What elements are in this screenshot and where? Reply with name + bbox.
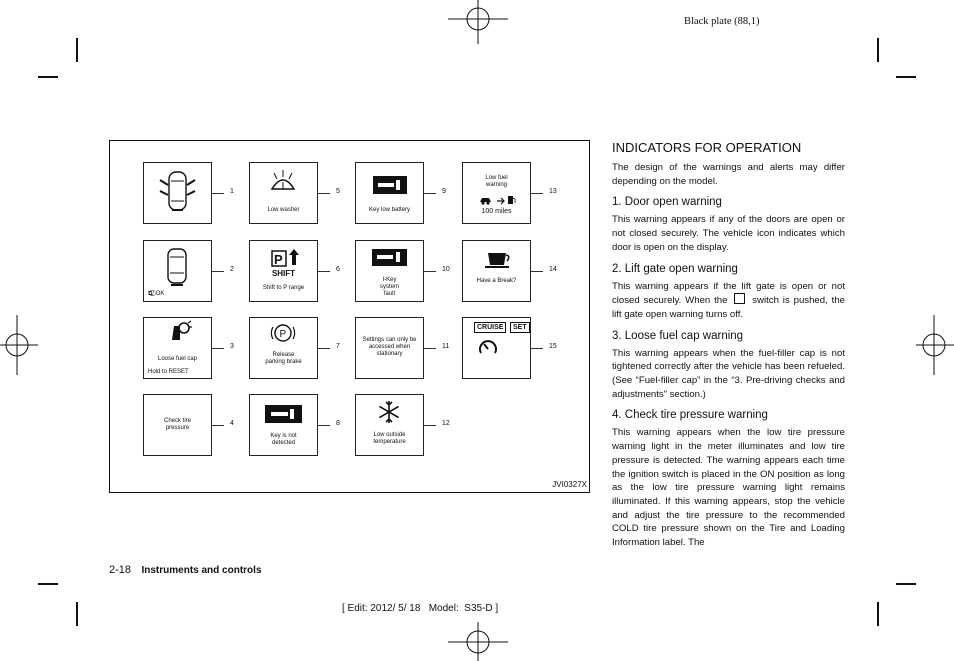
car-liftgate-icon: [144, 241, 211, 291]
panel-door-open: [143, 162, 212, 224]
panel-caption: Shift to P range: [262, 285, 305, 291]
panel-low-fuel: [462, 162, 531, 224]
text-column: [612, 140, 845, 550]
panel-caption: Settings can only be accessed when stationary: [362, 337, 417, 357]
coffee-cup-icon: [463, 241, 530, 273]
panel-shift-p: [249, 240, 318, 302]
panel-caption: Release parking brake: [265, 352, 302, 365]
panel-key-not-detected: [249, 394, 318, 456]
intro-paragraph: The design of the warnings and alerts may differ depending on the model.: [612, 162, 845, 187]
paragraph-part: This warning appears if the lift gate is open or not closed securely. When the: [612, 280, 845, 307]
leader-line: [212, 193, 224, 194]
panel-number: 10: [442, 266, 450, 273]
panel-caption: Check tire pressure: [163, 418, 191, 431]
subsection-title: 3. Loose fuel cap warning: [612, 329, 744, 342]
crop-mark: [76, 602, 78, 626]
panel-low-temp: [355, 394, 424, 456]
registration-mark-top: [448, 0, 508, 44]
panel-number: 7: [336, 343, 340, 350]
crop-mark: [76, 38, 78, 62]
panel-number: 6: [336, 266, 340, 273]
snowflake-icon: [356, 395, 423, 429]
parking-brake-icon: [250, 318, 317, 348]
registration-mark-left: [0, 315, 38, 375]
cruise-label: CRUISE: [474, 322, 506, 333]
panel-number: 11: [442, 343, 450, 350]
leader-line: [318, 348, 330, 349]
paragraph-part: switch is pushed, the lift gate open warning turns off.: [612, 295, 845, 320]
panel-caption: Key low battery: [368, 207, 411, 213]
speedometer-icon: [477, 337, 499, 359]
panel-caption: Key is not detected: [270, 433, 297, 446]
plate-label: Black plate (88,1): [684, 16, 760, 27]
leader-line: [212, 348, 224, 349]
panel-have-a-break: [462, 240, 531, 302]
panel-small-text: 100 miles: [481, 208, 512, 215]
panel-key-low-battery: [355, 162, 424, 224]
leader-line: [531, 193, 543, 194]
panel-parking-brake: [249, 317, 318, 379]
panel-small-text: ⧉/⃝ OK: [148, 291, 165, 297]
park-shift-icon: [250, 241, 317, 271]
panel-number: 9: [442, 188, 446, 195]
panel-number: 2: [230, 266, 234, 273]
set-label: SET: [510, 322, 530, 333]
panel-number: 1: [230, 188, 234, 195]
leader-line: [424, 271, 436, 272]
leader-line: [318, 425, 330, 426]
subsection-title: 4. Check tire pressure warning: [612, 409, 768, 422]
key-fob-icon: [356, 241, 423, 271]
crop-mark: [38, 583, 58, 585]
page-footer: [109, 560, 262, 578]
figure-id: JVI0327X: [552, 480, 587, 489]
edit-info: [ Edit: 2012/ 5/ 18 Model: S35-D ]: [342, 603, 499, 614]
paragraph: [612, 280, 845, 322]
panel-check-tire: [143, 394, 212, 456]
panel-settings-stationary: [355, 317, 424, 379]
crop-mark: [877, 38, 879, 62]
panel-number: 3: [230, 343, 234, 350]
panel-number: 14: [549, 266, 557, 273]
panel-fuel-cap: [143, 317, 212, 379]
leader-line: [424, 348, 436, 349]
leader-line: [318, 271, 330, 272]
key-fob-icon: [356, 163, 423, 199]
leader-line: [531, 271, 543, 272]
crop-mark: [877, 602, 879, 626]
svg-text:P: P: [274, 252, 283, 267]
panel-low-washer: [249, 162, 318, 224]
crop-mark: [896, 583, 916, 585]
key-fob-icon: [250, 395, 317, 431]
panel-small-text: Hold to RESET: [148, 369, 189, 375]
warning-figure: [109, 140, 590, 493]
paragraph: This warning appears when the low tire pressure warning light in the meter illuminates and low tire pressure is detected. The warning appears each time the ignition switch is placed in the ON position as long as the low tire pressure warning light remains illuminated. If this warning appears, stop the vehicle and adjust the tire pressure to the recommended COLD tire pressure shown on the Tire and Loading Information label. The: [612, 427, 845, 549]
panel-caption: Low outside temperature: [373, 432, 406, 445]
leader-line: [424, 425, 436, 426]
leader-line: [212, 425, 224, 426]
car-to-fuel-icon: [463, 193, 530, 207]
panel-caption: Low washer: [267, 207, 300, 213]
section-heading: INDICATORS FOR OPERATION: [612, 140, 802, 155]
crop-mark: [38, 76, 58, 78]
section-name: Instruments and controls: [141, 565, 262, 576]
leader-line: [424, 193, 436, 194]
svg-text:P: P: [279, 329, 287, 340]
panel-caption: Have a Break?: [476, 278, 517, 284]
crop-mark: [896, 76, 916, 78]
panel-number: 13: [549, 188, 557, 195]
panel-number: 15: [549, 343, 557, 350]
panel-number: 5: [336, 188, 340, 195]
panel-number: 12: [442, 420, 450, 427]
switch-icon: [734, 293, 745, 304]
leader-line: [212, 271, 224, 272]
panel-lift-gate: [143, 240, 212, 302]
panel-ikey-fault: [355, 240, 424, 302]
panel-number: 8: [336, 420, 340, 427]
panel-caption: Loose fuel cap: [157, 356, 198, 362]
page-number: 2-18: [109, 564, 132, 576]
subsection-title: 1. Door open warning: [612, 196, 722, 209]
washer-icon: [250, 163, 317, 197]
registration-mark-right: [916, 315, 954, 375]
panel-number: 4: [230, 420, 234, 427]
subsection-title: 2. Lift gate open warning: [612, 262, 738, 275]
panel-caption: Low fuel warning: [485, 175, 508, 188]
leader-line: [531, 348, 543, 349]
registration-mark-bottom: [448, 622, 508, 661]
paragraph: This warning appears when the fuel-filler cap is not tightened correctly after the vehicle has been refueled. (See “Fuel-filler cap” in the “3. Pre-driving checks and adjustments” section.): [612, 347, 845, 400]
panel-caption: I-Key system fault: [379, 277, 399, 297]
panel-label: SHIFT: [271, 269, 296, 278]
fuel-cap-icon: [144, 318, 211, 348]
paragraph: This warning appears if any of the doors are open or not closed securely. The vehicle icon indicates which door is open on the display.: [612, 214, 845, 253]
panel-cruise-set: [462, 317, 531, 379]
car-doors-open-icon: [144, 163, 211, 223]
leader-line: [318, 193, 330, 194]
